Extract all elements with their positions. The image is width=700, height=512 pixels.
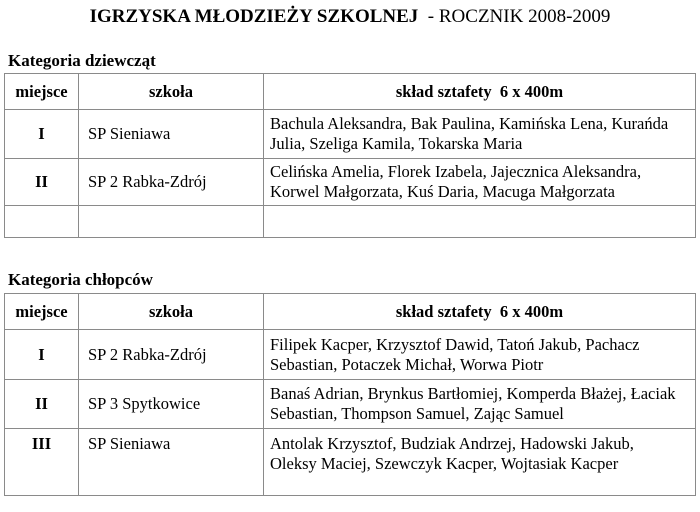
school-cell: SP 2 Rabka-Zdrój xyxy=(79,159,264,206)
school-cell: SP Sieniawa xyxy=(79,110,264,159)
section-heading-boys: Kategoria chłopców xyxy=(8,270,153,289)
school-cell: SP 2 Rabka-Zdrój xyxy=(79,330,264,380)
school-cell: SP Sieniawa xyxy=(79,429,264,496)
team-cell xyxy=(264,206,696,238)
place-cell: II xyxy=(5,159,79,206)
team-cell: Bachula Aleksandra, Bak Paulina, Kamińska Lena, Kurańda Julia, Szeliga Kamila, Tokarska Maria xyxy=(264,110,696,159)
results-table-girls xyxy=(4,73,696,238)
column-header-place: miejsce xyxy=(5,294,79,330)
place-cell xyxy=(5,206,79,238)
table-header-row xyxy=(5,74,696,110)
document-title-suffix: - ROCZNIK 2008-2009 xyxy=(418,6,611,27)
document-title-main: IGRZYSKA MŁODZIEŻY SZKOLNEJ xyxy=(89,6,419,27)
table-row xyxy=(5,110,696,159)
section-heading-girls: Kategoria dziewcząt xyxy=(8,51,156,70)
table-row xyxy=(5,159,696,206)
team-cell: Antolak Krzysztof, Budziak Andrzej, Hadowski Jakub, Oleksy Maciej, Szewczyk Kacper, Wojtasiak Kacper xyxy=(264,429,696,496)
table-row-empty xyxy=(5,206,696,238)
column-header-team: skład sztafety 6 x 400m xyxy=(264,294,696,330)
team-cell: Banaś Adrian, Brynkus Bartłomiej, Komperda Błażej, Łaciak Sebastian, Thompson Samuel, Zając Samuel xyxy=(264,380,696,429)
results-table-boys xyxy=(4,293,696,496)
column-header-school: szkoła xyxy=(79,74,264,110)
school-cell: SP 3 Spytkowice xyxy=(79,380,264,429)
place-cell: I xyxy=(5,110,79,159)
column-header-place: miejsce xyxy=(5,74,79,110)
column-header-team: skład sztafety 6 x 400m xyxy=(264,74,696,110)
team-cell: Celińska Amelia, Florek Izabela, Jajecznica Aleksandra, Korwel Małgorzata, Kuś Daria, Macuga Małgorzata xyxy=(264,159,696,206)
table-row xyxy=(5,429,696,496)
table-header-row xyxy=(5,294,696,330)
place-cell: II xyxy=(5,380,79,429)
document-title xyxy=(0,6,700,28)
table-row xyxy=(5,380,696,429)
place-cell: I xyxy=(5,330,79,380)
team-cell: Filipek Kacper, Krzysztof Dawid, Tatoń Jakub, Pachacz Sebastian, Potaczek Michał, Worwa Piotr xyxy=(264,330,696,380)
table-row xyxy=(5,330,696,380)
column-header-school: szkoła xyxy=(79,294,264,330)
place-cell: III xyxy=(5,429,79,496)
school-cell xyxy=(79,206,264,238)
